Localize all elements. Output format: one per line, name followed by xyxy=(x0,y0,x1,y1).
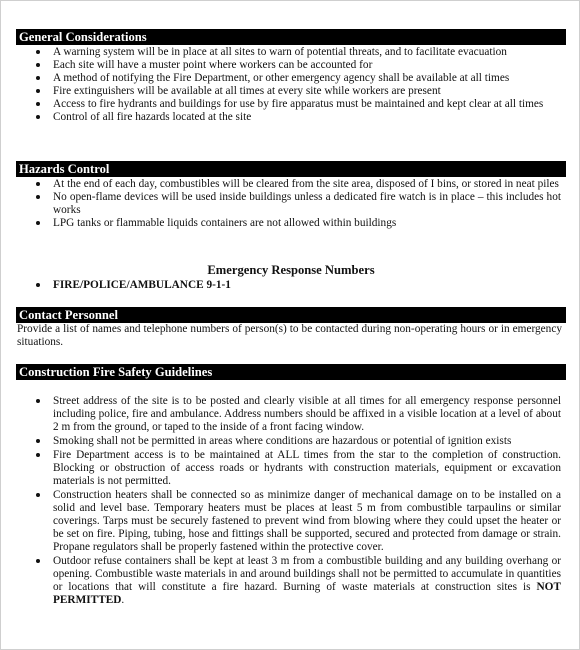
section-header-construction-fire-safety: Construction Fire Safety Guidelines xyxy=(16,364,566,380)
list-item: LPG tanks or flammable liquids containers are not allowed within buildings xyxy=(16,217,561,230)
list-item: Each site will have a muster point where workers can be accounted for xyxy=(16,59,561,72)
list-item: Construction heaters shall be connected so as minimize danger of mechanical damage on to be installed on a solid and level base. Temporary heaters must be places at least 5 m from combustible tarpaulins or similar coverings. Tarps must be securely fastened to prevent wind from blowing where they could upset the heater or be set on fire. Piping, tubing, hose and fittings shall be supported, secured and protected from damage or strain. Propane regulators shall be properly fastened within the protective cover. xyxy=(16,489,561,554)
general-considerations-list xyxy=(16,46,561,124)
list-item: Smoking shall not be permitted in areas where conditions are hazardous or potential of ignition exists xyxy=(16,435,561,448)
list-item: Street address of the site is to be posted and clearly visible at all times for all emergency response personnel including police, fire and ambulance. Address numbers should be affixed in a visible location at a level of about 2 m from the ground, or taped to the inside of a front facing window. xyxy=(16,395,561,434)
emergency-numbers-list xyxy=(16,279,561,292)
list-item: Access to fire hydrants and buildings for use by fire apparatus must be maintained and kept clear at all times xyxy=(16,98,561,111)
section-header-general-considerations: General Considerations xyxy=(16,29,566,45)
emergency-response-heading: Emergency Response Numbers xyxy=(207,263,375,277)
section-header-hazards-control: Hazards Control xyxy=(16,161,566,177)
list-item: Fire Department access is to be maintained at ALL times from the star to the completion of construction. Blocking or obstruction of access roads or hydrants with construction materials, equipment or excavation materials is not permitted. xyxy=(16,449,561,488)
section-header-contact-personnel: Contact Personnel xyxy=(16,307,566,323)
hazards-control-list xyxy=(16,178,561,230)
not-permitted-emphasis: NOT PERMITTED xyxy=(53,581,561,606)
list-item: No open-flame devices will be used inside buildings unless a dedicated fire watch is in place – this includes hot works xyxy=(16,191,561,217)
list-item: At the end of each day, combustibles will be cleared from the site area, disposed of I bins, or stored in neat piles xyxy=(16,178,561,191)
list-item: Fire extinguishers will be available at all times at every site while workers are present xyxy=(16,85,561,98)
list-item: A warning system will be in place at all sites to warn of potential threats, and to facilitate evacuation xyxy=(16,46,561,59)
list-item-text: Outdoor refuse containers shall be kept at least 3 m from a combustible building and any building overhang or opening. Combustible waste materials in and around buildings shall not be permitted to accumulate in quantities or locations that will constitute a fire hazard. Burning of waste materials at construction sites is xyxy=(53,555,561,593)
list-item-end: . xyxy=(121,594,125,606)
list-item: A method of notifying the Fire Department, or other emergency agency shall be available at all times xyxy=(16,72,561,85)
emergency-number-item: FIRE/POLICE/AMBULANCE 9-1-1 xyxy=(16,279,561,292)
contact-personnel-text: Provide a list of names and telephone numbers of person(s) to be contacted during non-operating hours or in emergency situations. xyxy=(17,323,562,348)
construction-guidelines-list xyxy=(16,395,561,608)
list-item: Control of all fire hazards located at the site xyxy=(16,111,561,124)
list-item xyxy=(16,555,561,607)
